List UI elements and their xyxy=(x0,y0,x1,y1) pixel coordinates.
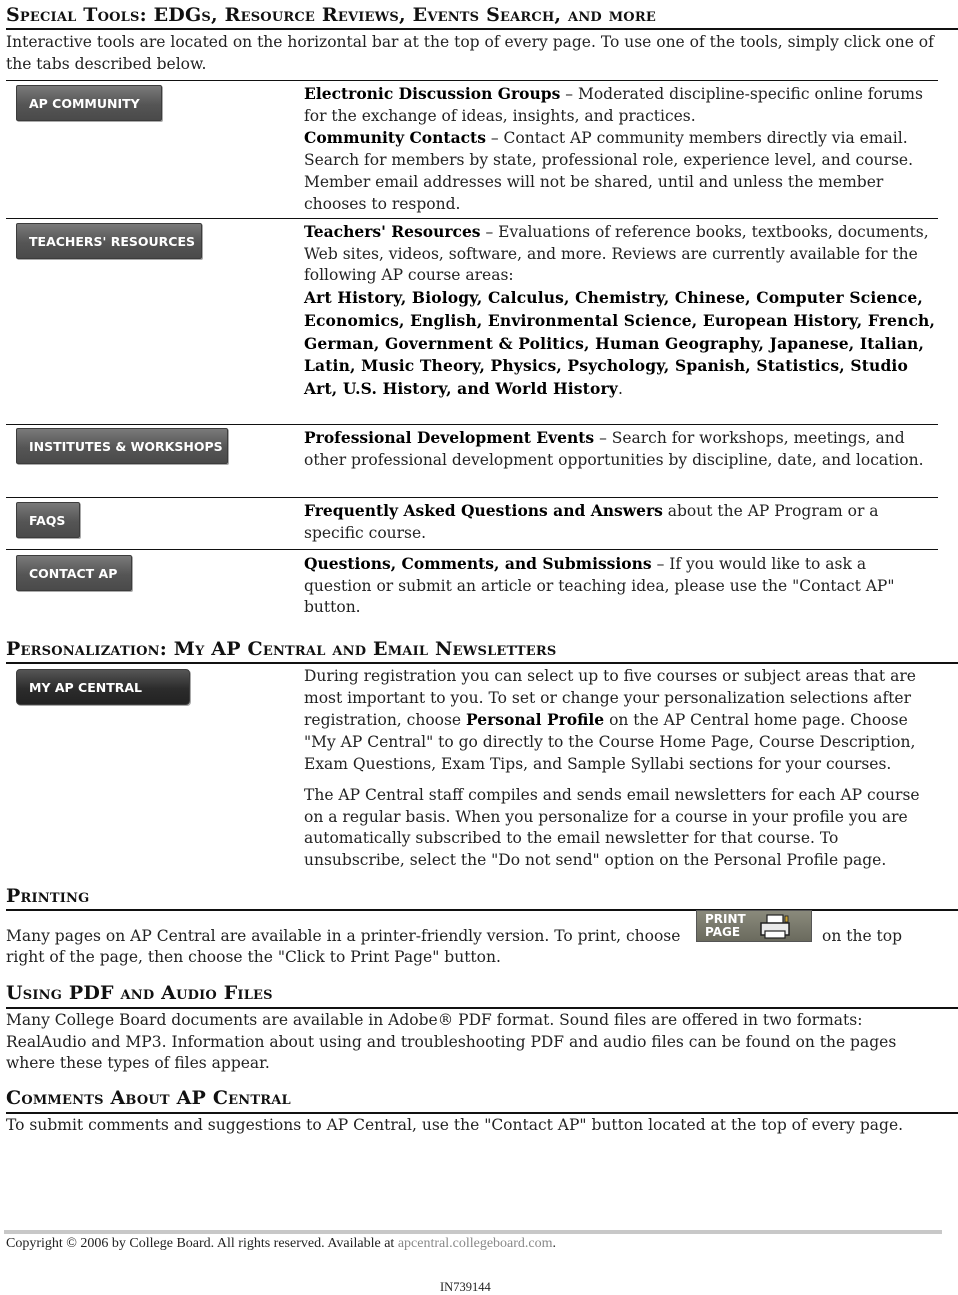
heading-rule xyxy=(6,1112,958,1114)
teachers-resources-title: Teachers' Resources xyxy=(304,222,481,241)
heading-rule xyxy=(6,662,958,664)
personalization-p1-end: on the AP Central home page. Choose "My AP Central" to go directly to the Course Home Page, Course Description, Exam Questions, Exam Tips, and Sample Syllabi sections for your courses. xyxy=(304,711,916,773)
my-ap-central-tab[interactable]: MY AP CENTRAL xyxy=(16,669,190,705)
comments-text: To submit comments and suggestions to AP Central, use the "Contact AP" button located at the top of every page. xyxy=(6,1116,904,1134)
print-label-line1: PRINT xyxy=(705,912,746,926)
print-page-button[interactable] xyxy=(696,910,812,942)
heading-rule xyxy=(6,1007,958,1009)
print-label-line2: PAGE xyxy=(705,925,741,939)
print-page-label xyxy=(705,913,746,939)
faqs-text: about the AP Program or a specific course. xyxy=(304,502,879,542)
printing-heading: Printing xyxy=(6,885,90,907)
personalization-heading: Personalization: My AP Central and Email Newsletters xyxy=(6,638,557,660)
community-contacts-title: Community Contacts xyxy=(304,128,486,148)
teachers-resources-tab[interactable]: TEACHERS' RESOURCES xyxy=(16,223,202,259)
copyright-text: Copyright © 2006 by College Board. All rights reserved. Available at xyxy=(6,1236,398,1251)
professional-development-title: Professional Development Events xyxy=(304,428,595,447)
contact-ap-tab[interactable]: CONTACT AP xyxy=(16,555,132,591)
personal-profile-label: Personal Profile xyxy=(466,710,605,730)
professional-development-text: – Search for workshops, meetings, and other professional development opportunities by discipline, date, and location. xyxy=(304,429,924,469)
edg-title: Electronic Discussion Groups xyxy=(304,84,561,103)
contact-ap-text: – If you would like to ask a question or submit an article or teaching idea, please use the "Contact AP" button. xyxy=(304,555,895,617)
faqs-tab[interactable]: FAQS xyxy=(16,502,80,538)
ap-community-description xyxy=(304,83,938,215)
printer-icon xyxy=(759,914,793,940)
teachers-resources-description xyxy=(304,221,938,401)
printing-text-end: on the top xyxy=(822,927,903,945)
edg-text: – Moderated discipline-specific online forums for the exchange of ideas, insights, and practices. xyxy=(304,85,923,125)
special-tools-intro: Interactive tools are located on the horizontal bar at the top of every page. To use one of the tools, simply click one of the tabs described below. xyxy=(6,33,934,73)
row-divider xyxy=(6,80,938,81)
printing-text-line2: right of the page, then choose the "Click to Print Page" button. xyxy=(6,948,501,966)
institutes-workshops-tab[interactable]: INSTITUTES & WORKSHOPS xyxy=(16,428,228,464)
faqs-description xyxy=(304,500,938,544)
row-divider xyxy=(6,549,938,550)
edg-entry xyxy=(304,83,938,127)
printing-text-start: Many pages on AP Central are available in a printer-friendly version. To print, choose xyxy=(6,927,681,945)
teachers-resources-text: – Evaluations of reference books, textbooks, documents, Web sites, videos, software, and more. Reviews are currently available for the following AP course areas: xyxy=(304,223,929,285)
row-divider xyxy=(6,424,938,425)
personalization-p1-start: During registration you can select up to five courses or subject areas that are most important to you. To set or change your personalization selections after registration, choose xyxy=(304,667,916,730)
row-divider xyxy=(6,497,938,498)
community-contacts-entry xyxy=(304,127,938,215)
row-divider xyxy=(6,218,938,219)
document-id: IN739144 xyxy=(440,1280,491,1294)
footer-rule xyxy=(4,1230,942,1234)
ap-community-tab[interactable]: AP COMMUNITY xyxy=(16,85,162,121)
professional-development-description xyxy=(304,427,938,471)
personalization-paragraph-1 xyxy=(304,666,940,776)
copyright-line xyxy=(6,1236,556,1252)
pdf-audio-text: Many College Board documents are available in Adobe® PDF format. Sound files are offered in two formats: RealAudio and MP3. Information about using and troubleshooting PDF and audio files can be found on the pages where these types of files appear. xyxy=(6,1011,897,1073)
apcentral-link[interactable]: apcentral.collegeboard.com xyxy=(397,1236,553,1251)
heading-rule xyxy=(6,909,958,911)
special-tools-heading: Special Tools: EDGs, Resource Reviews, Events Search, and more xyxy=(6,4,656,26)
community-contacts-text: – Contact AP community members directly via email. Search for members by state, professional role, experience level, and course. Member email addresses will not be shared, until and unless the member chooses to respond. xyxy=(304,129,913,213)
course-list-period: . xyxy=(617,379,624,398)
faqs-title: Frequently Asked Questions and Answers xyxy=(304,501,663,520)
pdf-audio-heading: Using PDF and Audio Files xyxy=(6,982,273,1004)
comments-heading: Comments About AP Central xyxy=(6,1087,291,1109)
heading-rule xyxy=(6,28,958,30)
course-list: Art History, Biology, Calculus, Chemistry, Chinese, Computer Science, Economics, English, Environmental Science, European History, French, German, Government & Politics, Human Geography, Japanese, Italian, Latin, Music Theory, Physics, Psychology, Spanish, Statistics, Studio Art, U.S. History, and World History xyxy=(304,288,936,398)
personalization-paragraph-2: The AP Central staff compiles and sends email newsletters for each AP course on a regular basis. When you personalize for a course in your profile you are automatically subscribed to the email newsletter for that course. To unsubscribe, select the "Do not send" option on the Personal Profile page. xyxy=(304,786,920,870)
contact-ap-title: Questions, Comments, and Submissions xyxy=(304,554,652,573)
contact-ap-description xyxy=(304,553,938,619)
copyright-period: . xyxy=(552,1236,557,1251)
